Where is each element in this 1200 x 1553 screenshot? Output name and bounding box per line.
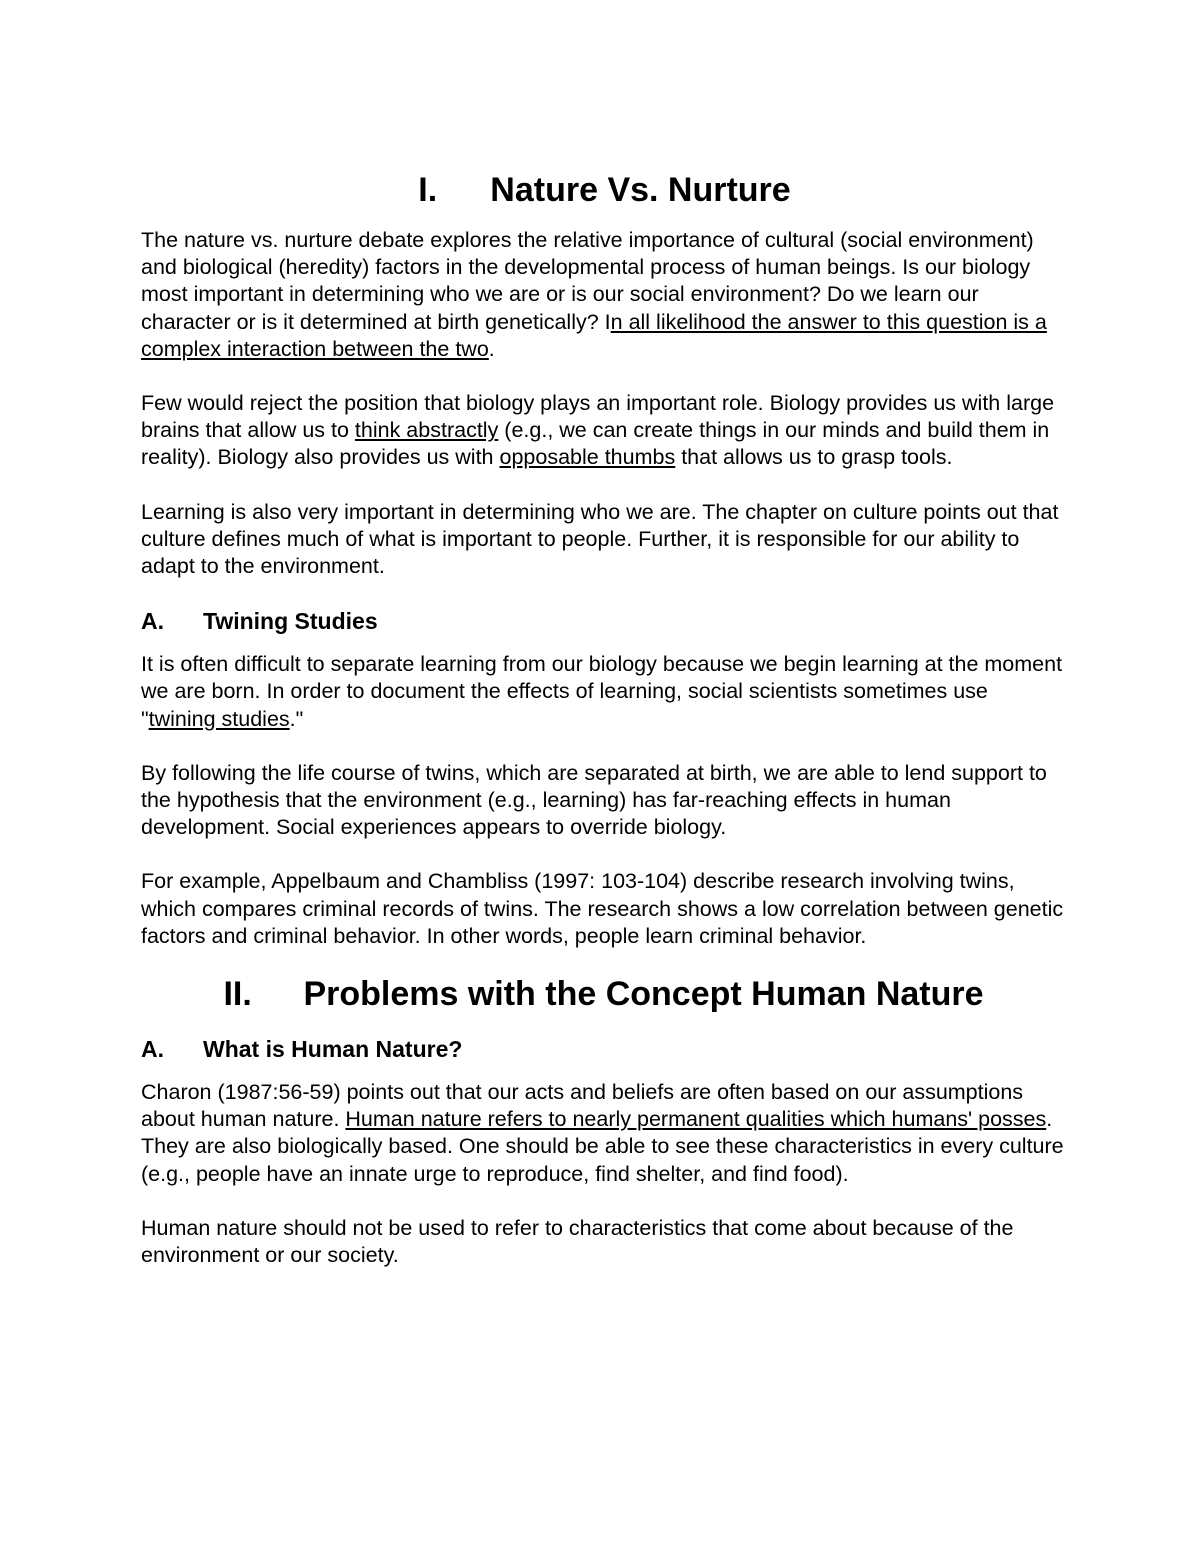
paragraph-text: (e.g., we can create things in our minds and build them in reality). Biology also provides us with	[141, 418, 1050, 470]
paragraph-criminal-records-example: For example, Appelbaum and Chambliss (1997: 103-104) describe research involving twins, which compares criminal records of twins. The research shows a low correlation between genetic factors and criminal behavior. In other words, people learn criminal behavior.	[141, 869, 1064, 948]
subsection-number: A.	[141, 1036, 164, 1063]
underlined-text: Human nature refers to nearly permanent qualities which humans' posses	[345, 1107, 1047, 1132]
subsection-heading-what-is-human-nature	[141, 1034, 1066, 1064]
underlined-text: opposable thumbs	[499, 445, 676, 470]
paragraph-text: that allows us to grasp tools.	[675, 445, 953, 470]
paragraph-text: .	[488, 336, 495, 361]
paragraph-text: Charon (1987:56-59) points out that our acts and beliefs are often based on our assumptions about human nature.	[141, 1080, 1024, 1132]
section-number: I.	[418, 171, 438, 209]
paragraph-twins-separated: By following the life course of twins, which are separated at birth, we are able to lend support to the hypothesis that the environment (e.g., learning) has far-reaching effects in human development. Social experiences appears to override biology.	[141, 760, 1047, 840]
section-title: Nature Vs. Nurture	[490, 171, 791, 209]
subsection-title: What is Human Nature?	[203, 1036, 463, 1063]
paragraph-text: Few would reject the position that biology plays an important role. Biology provides us with large brains that allow us to	[141, 391, 1055, 443]
section-title: Problems with the Concept Human Nature	[303, 975, 984, 1014]
subsection-number: A.	[141, 608, 164, 635]
section-heading-nature-vs-nurture	[143, 168, 1066, 212]
subsection-heading-twining-studies	[141, 606, 1066, 636]
paragraph-human-nature-definition: Human nature should not be used to refer to characteristics that come about because of the environment or our society.	[141, 1215, 1014, 1268]
document-body	[141, 168, 1066, 1269]
paragraph-twining-intro	[141, 651, 1066, 733]
paragraph-text: . They are also biologically based. One should be able to see these characteristics in every culture (e.g., people have an innate urge to reproduce, find shelter, and find food).	[141, 1107, 1064, 1186]
underlined-text: n all likelihood the answer to this question is a complex interaction between the two	[141, 309, 1047, 361]
underlined-text: think abstractly	[354, 418, 499, 443]
paragraph-text: The nature vs. nurture debate explores the relative importance of cultural (social environment) and biological (heredity) factors in the developmental process of human beings. Is our biology most important in determining who we are or is our social environment? Do we learn our character or is it determined at birth genetically? I	[141, 228, 1034, 334]
paragraph-charon-assumptions	[141, 1079, 1066, 1188]
section-heading-problems-human-nature	[141, 972, 1066, 1016]
underlined-text: twining studies	[148, 706, 290, 731]
paragraph-learning-importance: Learning is also very important in determining who we are. The chapter on culture points out that culture defines much of what is important to people. Further, it is responsible for our ability to adapt to the environment.	[141, 499, 1059, 579]
paragraph-biology-role	[141, 390, 1066, 472]
paragraph-text: It is often difficult to separate learning from our biology because we begin learning at the moment we are born. In order to document the effects of learning, social scientists sometimes use "	[141, 652, 1063, 731]
section-number: II.	[223, 975, 252, 1014]
paragraph-nature-nurture-debate	[141, 227, 1066, 363]
subsection-title: Twining Studies	[203, 608, 378, 635]
paragraph-text: ."	[289, 706, 304, 731]
